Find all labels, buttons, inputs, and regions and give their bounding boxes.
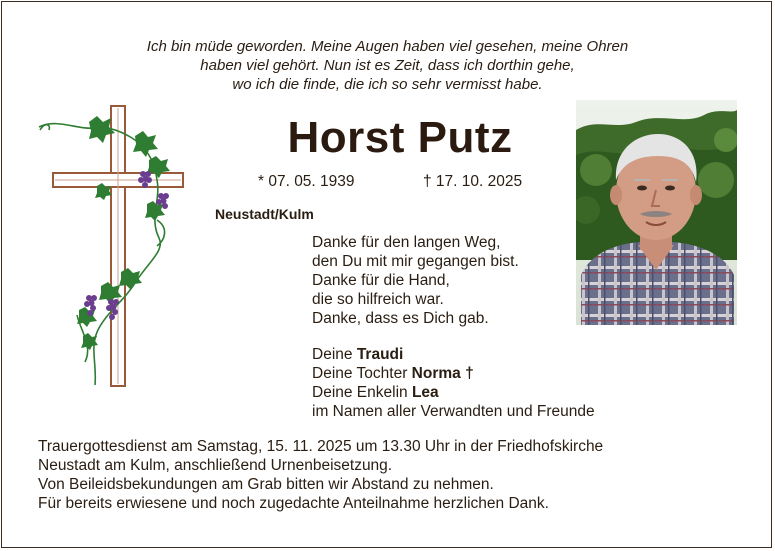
mourner-entry [312, 364, 595, 383]
mourner-name: Traudi [356, 346, 404, 363]
motto-line: wo ich die finde, die ich so sehr vermisst habe. [232, 76, 543, 93]
mourner-relation: Deine [312, 346, 357, 363]
mourners-list [312, 345, 595, 421]
poem-line: die so hilfreich war. [312, 291, 444, 308]
motto-quote [60, 37, 715, 94]
cross-with-vine-icon [37, 100, 187, 395]
footer-line: Trauergottesdienst am Samstag, 15. 11. 2025 um 13.30 Uhr in der Friedhofskirche [38, 438, 604, 455]
mourner-name: Norma † [411, 365, 474, 382]
poem-line: den Du mit mir gegangen bist. [312, 253, 519, 270]
deceased-name: Horst Putz [287, 113, 513, 162]
place-of-residence: Neustadt/Kulm [215, 206, 314, 222]
poem-line: Danke für den langen Weg, [312, 234, 501, 251]
footer-line: Von Beileidsbekundungen am Grab bitten wir Abstand zu nehmen. [38, 476, 494, 493]
portrait-photo [576, 100, 737, 325]
poem [312, 233, 519, 328]
mourner-name: Lea [411, 384, 439, 401]
mourner-relation: Deine Tochter [312, 365, 412, 382]
motto-line: haben viel gehört. Nun ist es Zeit, dass ich dorthin gehe, [200, 57, 575, 74]
mourner-entry [312, 345, 595, 364]
death-date: † 17. 10. 2025 [423, 173, 523, 190]
poem-line: Danke für die Hand, [312, 272, 450, 289]
family-closing: im Namen aller Verwandten und Freunde [312, 403, 595, 420]
motto-line: Ich bin müde geworden. Meine Augen haben viel gesehen, meine Ohren [146, 38, 629, 55]
poem-line: Danke, dass es Dich gab. [312, 310, 489, 327]
mourner-relation: Deine Enkelin [312, 384, 412, 401]
mourner-entry [312, 383, 595, 402]
service-information [38, 437, 603, 513]
footer-line: Für bereits erwiesene und noch zugedachte Anteilnahme herzlichen Dank. [38, 495, 549, 512]
birth-date: * 07. 05. 1939 [258, 173, 355, 190]
footer-line: Neustadt am Kulm, anschließend Urnenbeisetzung. [38, 457, 393, 474]
